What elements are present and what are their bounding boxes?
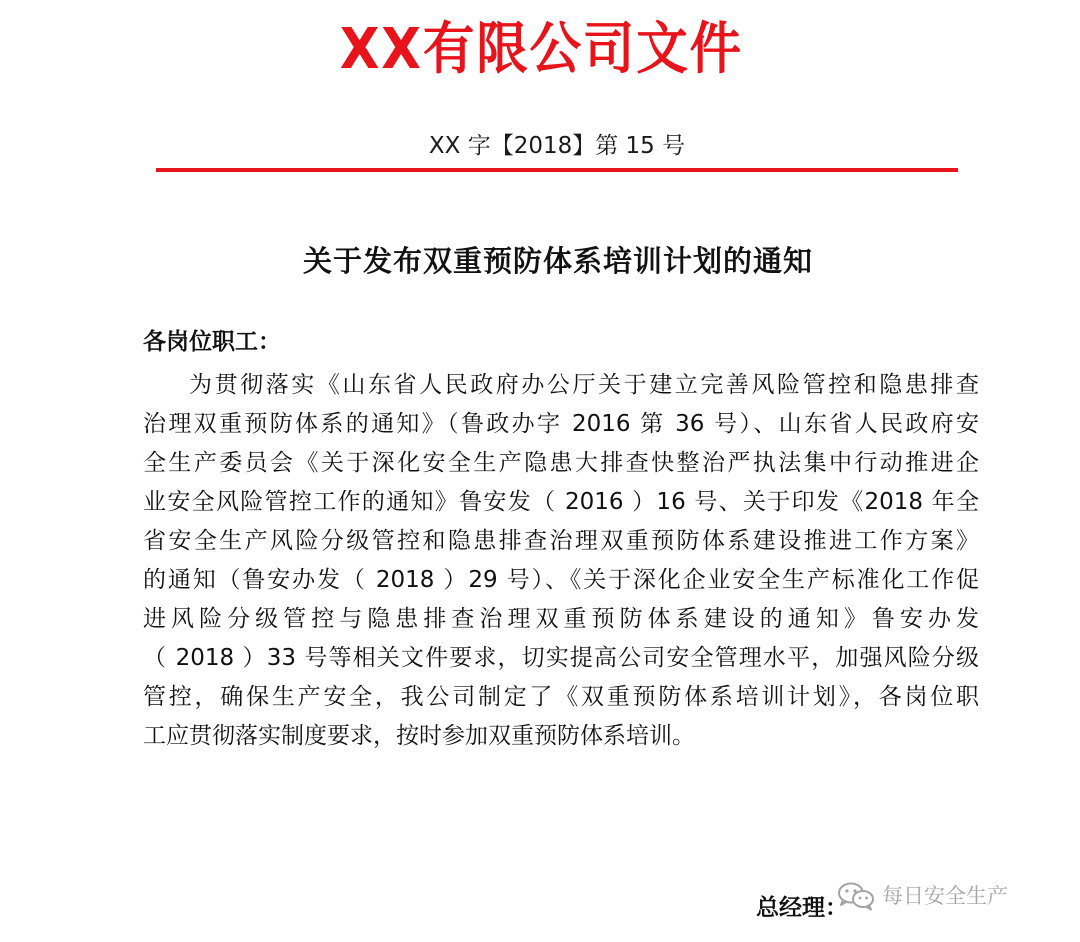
body-line: 省安全生产风险分级管控和隐患排查治理双重预防体系建设推进工作方案》: [143, 528, 979, 554]
body-line: 工应贯彻落实制度要求，按时参加双重预防体系培训。: [143, 723, 695, 749]
body-text: [143, 366, 979, 756]
body-line: 管控，确保生产安全，我公司制定了《双重预防体系培训计划》，各岗位职: [143, 684, 979, 710]
document-title: 关于发布双重预防体系培训计划的通知: [302, 244, 813, 278]
signature-label: 总经理：: [756, 895, 848, 921]
document-number: XX 字【2018】第 15 号: [428, 133, 686, 159]
watermark-text: 每日安全生产: [882, 884, 1008, 908]
body-line: 全生产委员会《关于深化安全生产隐患大排查快整治严执法集中行动推进企: [143, 450, 979, 476]
body-line: 治理双重预防体系的通知》（鲁政办字 2016 第 36 号）、山东省人民政府安: [143, 411, 979, 437]
header-divider: [156, 168, 958, 172]
body-line: 的通知（鲁安办发（ 2018 ）29 号）、《关于深化企业安全生产标准化工作促: [143, 567, 979, 593]
wechat-icon: [836, 881, 876, 911]
body-line: 业安全风险管控工作的通知》鲁安发（ 2016 ）16 号、关于印发《2018 年全: [143, 489, 979, 515]
body-line: （ 2018 ）33 号等相关文件要求，切实提高公司安全管理水平，加强风险分级: [143, 645, 979, 671]
document-header: XX有限公司文件: [339, 17, 743, 82]
body-line: 为贯彻落实《山东省人民政府办公厅关于建立完善风险管控和隐患排查: [189, 372, 979, 398]
watermark: [836, 876, 1008, 916]
body-line: 进风险分级管控与隐患排查治理双重预防体系建设的通知》鲁安办发: [143, 606, 979, 632]
salutation: 各岗位职工：: [143, 329, 281, 355]
